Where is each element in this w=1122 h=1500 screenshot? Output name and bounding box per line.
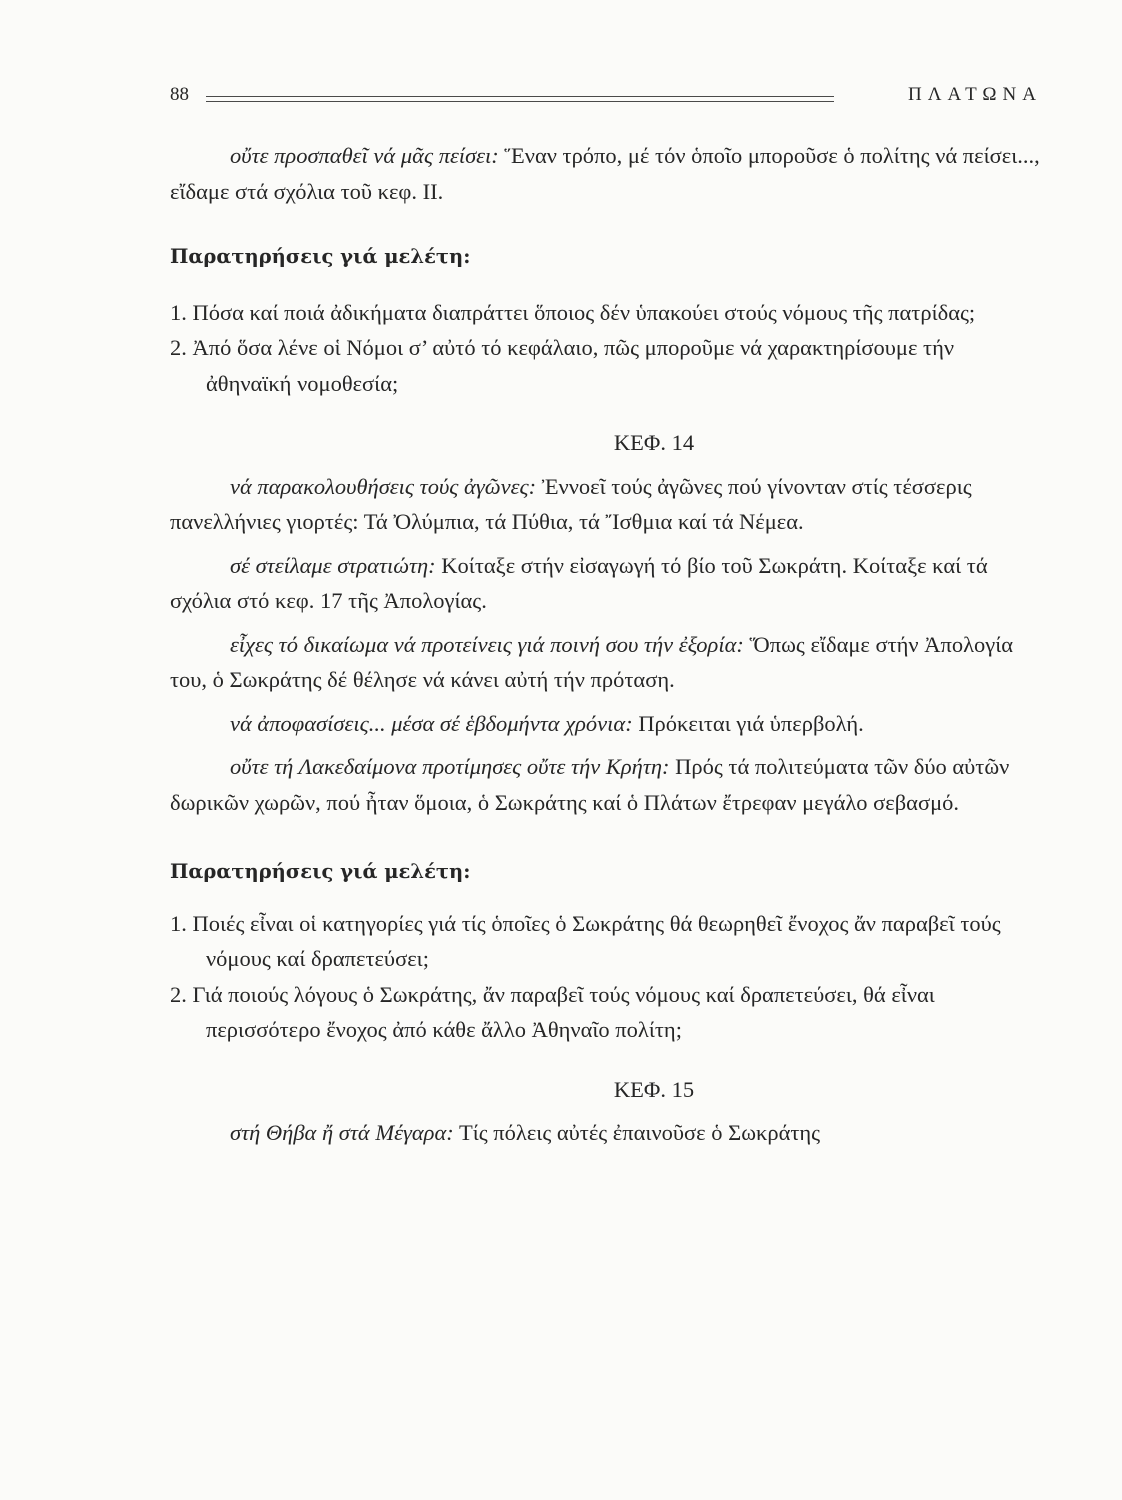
text-block	[170, 138, 1042, 1151]
header-rule	[206, 96, 834, 97]
study-heading: Παρατηρήσεις γιά μελέτη:	[170, 245, 471, 268]
study-question: 2. Γιά ποιούς λόγους ὁ Σωκράτης, ἄν παραβεῖ τούς νόμους καί δραπετεύσει, θά εἶναι περισσότερο ἔνοχος ἀπό κάθε ἄλλο Ἀθηναῖο πολίτη;	[170, 981, 935, 1042]
note-paragraph	[170, 138, 1042, 209]
study-question: 2. Ἀπό ὅσα λένε οἱ Νόμοι σ’ αὐτό τό κεφάλαιο, πῶς μποροῦμε νά χαρακτηρίσουμε τήν ἀθηναϊκή νομοθεσία;	[170, 335, 955, 396]
note-lemma: οὔτε τή Λακεδαίμονα προτίμησες οὔτε τήν Κρήτη:	[230, 754, 670, 779]
chapter-heading: ΚΕΦ. 14	[613, 430, 695, 455]
note-lemma: οὔτε προσπαθεῖ νά μᾶς πείσει:	[230, 143, 499, 168]
note-text: Κοίταξε στήν εἰσαγωγή τό βίο τοῦ Σωκράτη. Κοίταξε καί τά σχόλια στό κεφ. 17 τῆς Ἀπολογίας.	[170, 552, 988, 613]
page-number: 88	[170, 84, 189, 105]
note-text: Ὅπως εἴδαμε στήν Ἀπολογία του, ὁ Σωκράτης δέ θέλησε νά κάνει αὐτή τήν πρόταση.	[170, 631, 1014, 692]
note-text: Τίς πόλεις αὐτές ἐπαινοῦσε ὁ Σωκράτης	[453, 1120, 821, 1145]
note-paragraph	[170, 627, 1042, 698]
note-lemma: σέ στείλαμε στρατιώτη:	[230, 552, 436, 578]
note-paragraph	[170, 706, 1042, 742]
note-paragraph	[170, 548, 1042, 619]
note-lemma: στή Θήβα ἤ στά Μέγαρα:	[230, 1120, 454, 1145]
chapter-heading: ΚΕΦ. 15	[613, 1076, 695, 1102]
note-text: Ἐννοεῖ τούς ἀγῶνες πού γίνονταν στίς τέσσερις πανελλήνιες γιορτές: Τά Ὀλύμπια, τά Πύθια, τά Ἴσθμια καί τά Νέμεα.	[170, 473, 972, 534]
study-question: 1. Πόσα καί ποιά ἀδικήματα διαπράττει ὅποιος δέν ὑπακούει στούς νόμους τῆς πατρίδας;	[170, 299, 976, 325]
header-rule	[206, 101, 834, 102]
study-question: 1. Ποιές εἶναι οἱ κατηγορίες γιά τίς ὁποῖες ὁ Σωκράτης θά θεωρηθεῖ ἔνοχος ἄν παραβεῖ τούς νόμους καί δραπετεύσει;	[170, 910, 1001, 971]
note-text: Πρόκειται γιά ὑπερβολή.	[632, 710, 864, 736]
study-heading: Παρατηρήσεις γιά μελέτη:	[170, 860, 471, 883]
note-paragraph	[170, 469, 1042, 540]
note-paragraph	[170, 749, 1042, 820]
running-header	[170, 84, 1042, 114]
note-lemma: νά παρακολουθήσεις τούς ἀγῶνες:	[230, 473, 537, 499]
note-text: Πρός τά πολιτεύματα τῶν δύο αὐτῶν δωρικῶν χωρῶν, πού ἦταν ὅμοια, ὁ Σωκράτης καί ὁ Πλάτων ἔτρεφαν μεγάλο σεβασμό.	[170, 754, 1010, 815]
note-text: Ἕναν τρόπο, μέ τόν ὁποῖο μποροῦσε ὁ πολίτης νά πείσει..., εἴδαμε στά σχόλια τοῦ κεφ. II.	[170, 143, 1040, 204]
running-title: ΠΛΑΤΩΝΑ	[908, 84, 1042, 105]
note-paragraph	[170, 1115, 1042, 1151]
note-lemma: εἶχες τό δικαίωμα νά προτείνεις γιά ποινή σου τήν ἐξορία:	[230, 631, 744, 657]
note-lemma: νά ἀποφασίσεις... μέσα σέ ἑβδομήντα χρόνια:	[230, 710, 633, 736]
